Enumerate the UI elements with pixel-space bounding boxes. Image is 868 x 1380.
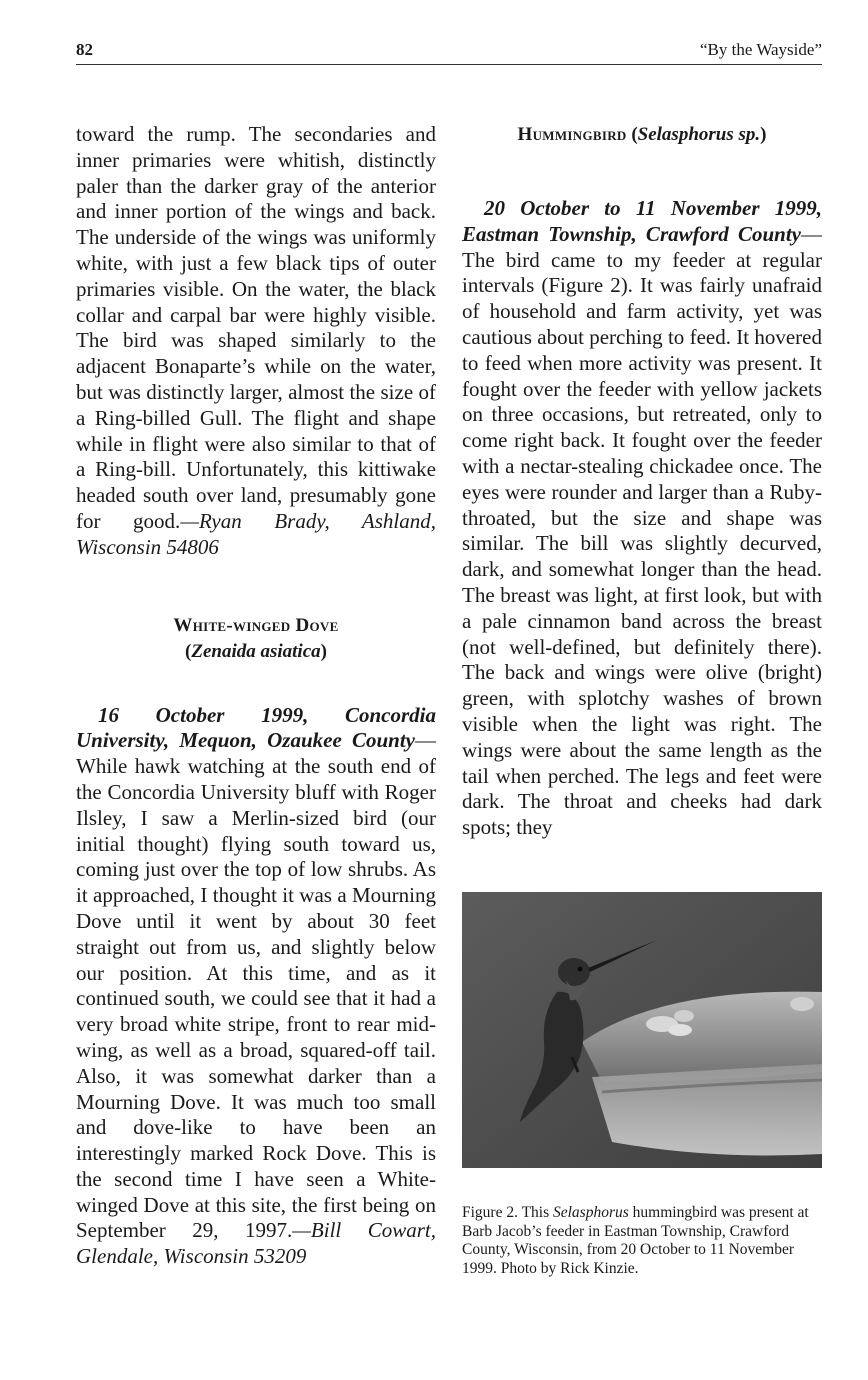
caption-prefix: Figure 2. This [462,1204,553,1221]
hummingbird-heading: Hummingbird (Selasphorus sp.) [517,124,767,145]
right-column [462,122,822,841]
kittiwake-continuation-paragraph [76,122,436,561]
caption-rest: hummingbird was present at Barb Jacob’s feeder in Eastman Township, Crawford County, Wisconsin, from 20 October to 11 November 1999. Photo by Rick Kinzie. [462,1204,809,1277]
dove-account-paragraph [76,703,436,1271]
hummingbird-common-name: Hummingbird [517,124,627,145]
dove-text: —While hawk watching at the south end of the Concordia University bluff with Roger Ilsley, I saw a Merlin-sized bird (our initial thought) flying south toward us, coming just over the top of low shrubs. As it approached, I thought it was a Mourning Dove until it went by about 30 feet straight out from us, and slightly below our position. At this time, and as it continued south, we could see that it had a very broad white stripe, front to rear mid-wing, as well as a broad, squared-off tail. Also, it was somewhat darker than a Mourning Dove. It was much too small and dove-like to have been an interestingly marked Rock Dove. This is the second time I have seen a White-winged Dove at this site, the first being on September 29, 1997. [76,728,436,1243]
left-column [76,122,436,1270]
hummingbird-scientific-name: Selasphorus sp. [637,124,761,145]
hummingbird-record-lead: 20 October to 11 November 1999, Eastman Township, Crawford County [462,196,822,246]
page-number: 82 [76,40,93,59]
dove-heading [76,613,436,665]
running-header [76,38,822,65]
figure-caption [462,1204,812,1278]
hummingbird-text: —The bird came to my feeder at regular intervals (Figure 2). It was fairly unafraid of household and farm activity, yet was cautious about perching to feed. It hovered to feed when more activity was present. It fought over the feeder with yellow jackets on three occasions, but retreated, only to come right back. It fought over the feeder with a nectar-stealing chickadee once. The eyes were rounder and larger than a Ruby-throated, but the size and shape was similar. The bill was slightly decurved, dark, and somewhat longer than the head. The breast was light, at first look, but with a pale cinnamon band across the breast (not well-defined, but definitely there). The back and wings were olive (bright) green, with splotchy washes of brown visible when the light was right. The wings were about the same length as the tail when perched. The legs and feet were dark. The throat and cheeks had dark spots; they [462,221,822,840]
hummingbird-account-paragraph [462,196,822,841]
dove-scientific-line: (Zenaida asiatica) [185,640,327,662]
dove-common-name: White-winged Dove [173,614,339,636]
kittiwake-text: toward the rump. The secondaries and inner primaries were whitish, distinctly paler than the darker gray of the anterior and inner portion of the wings and back. The underside of the wings was uniformly white, with just a few black tips of outer primaries visible. On the water, the black collar and carpal bar were highly visible. The bird was shaped similarly to the adjacent Bonaparte’s while on the water, but was distinctly larger, almost the size of a Ring-billed Gull. The flight and shape while in flight were also similar to that of a Ring-bill. Unfortunately, this kittiwake headed south over land, presumably gone for good. [76,122,436,533]
dove-signature: —Bill Cowart, Glendale, Wisconsin 53209 [76,1218,436,1269]
dove-record-lead: 16 October 1999, Concordia University, Mequon, Ozaukee County [76,702,436,753]
hummingbird-photo [462,892,822,1168]
running-title: “By the Wayside” [699,40,822,59]
dove-scientific-name: Zenaida asiatica [191,640,321,662]
kittiwake-signature: —Ryan Brady, Ashland, Wisconsin 54806 [76,508,436,559]
caption-genus: Selasphorus [553,1204,629,1221]
